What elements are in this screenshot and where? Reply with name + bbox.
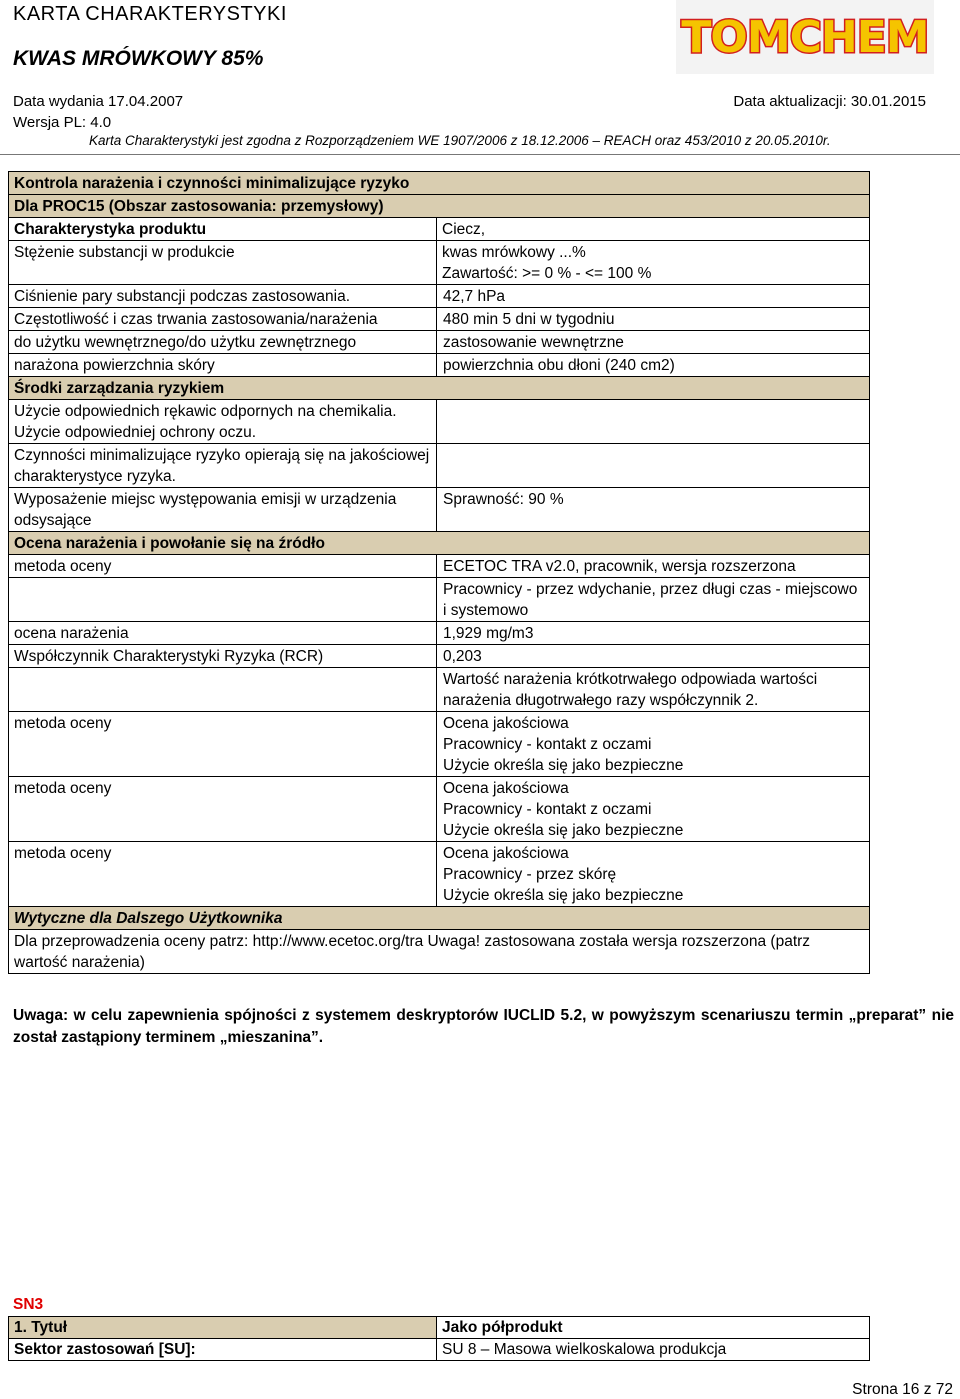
logo-text: TOMCHEM [681,12,929,63]
su-label-cell [9,1339,437,1361]
header-divider [0,154,960,155]
table-row [9,668,870,712]
guidelines-text: Dla przeprowadzenia oceny patrz: http://www.ecetoc.org/tra Uwaga! zastosowana została wersja rozszerzona (patrz wartość narażenia) [9,930,870,974]
exposure-value: 1,929 mg/m3 [437,622,870,645]
table-row [9,354,870,377]
qual-method-route: Pracownicy - kontakt z oczami [443,736,652,753]
gloves-text: Użycie odpowiednich rękawic odpornych na chemikalia. Użycie odpowiedniej ochrony oczu. [9,400,437,444]
skin-value: powierzchnia obu dłoni (240 cm2) [437,354,870,377]
qual-method-name: Ocena jakościowa [443,845,569,862]
frequency-label: Częstotliwość i czas trwania zastosowania/narażenia [9,308,437,331]
table-row [9,400,870,444]
exposure-control-table [8,171,870,974]
table-row [9,645,870,668]
title-label: 1. Tytuł [9,1317,437,1339]
product-char-value: Ciecz, [437,218,870,241]
vapour-value: 42,7 hPa [437,285,870,308]
section-heading-row [9,377,870,400]
proc-heading: Dla PROC15 (Obszar zastosowania: przemysłowy) [9,195,870,218]
table-row [9,308,870,331]
indoor-label: do użytku wewnętrznego/do użytku zewnętrznego [9,331,437,354]
method-description: Pracownicy - przez wdychanie, przez długi czas - miejscowo i systemowo [437,578,870,622]
method-value: ECETOC TRA v2.0, pracownik, wersja rozszerzona [437,555,870,578]
scenario-label: SN3 [13,1296,44,1313]
issue-date: Data wydania 17.04.2007 [13,93,184,110]
qual-method-result: Użycie określa się jako bezpieczne [443,887,684,904]
empty-cell [9,668,437,712]
section-heading-row [9,172,870,195]
exhaust-label: Wyposażenie miejsc występowania emisji w urządzenia odsysające [9,488,437,532]
table-row [9,712,870,777]
section-heading-row [9,532,870,555]
table-row [9,578,870,622]
qual-method-value [437,777,870,842]
qual-method-name: Ocena jakościowa [443,715,569,732]
exhaust-value: Sprawność: 90 % [437,488,870,532]
vapour-label: Ciśnienie pary substancji podczas zastosowania. [9,285,437,308]
exposure-label: ocena narażenia [9,622,437,645]
section-heading-row [9,907,870,930]
empty-cell [437,444,870,488]
table-row [9,285,870,308]
table-row [9,444,870,488]
concentration-value: kwas mrówkowy ...% [442,244,586,261]
product-char-label: Charakterystyka produktu [9,218,437,241]
qual-method-name: Ocena jakościowa [443,780,569,797]
section-heading-row [9,195,870,218]
indoor-value: zastosowanie wewnętrzne [437,331,870,354]
skin-label: narażona powierzchnia skóry [9,354,437,377]
qual-method-result: Użycie określa się jako bezpieczne [443,822,684,839]
qual-method-route: Pracownicy - kontakt z oczami [443,801,652,818]
rcr-value: 0,203 [437,645,870,668]
version: Wersja PL: 4.0 [13,114,112,131]
table-row [9,218,870,241]
empty-cell [437,400,870,444]
risk-heading: Środki zarządzania ryzykiem [9,377,870,400]
qual-method-value [437,712,870,777]
minimising-text: Czynności minimalizujące ryzyko opierają się na jakościowej charakterystyce ryzyka. [9,444,437,488]
qual-method-result: Użycie określa się jako bezpieczne [443,757,684,774]
qual-method-label: metoda oceny [9,842,437,907]
concentration-label: Stężenie substancji w produkcie [9,241,437,285]
table-row [9,1317,870,1339]
section-heading: Kontrola narażenia i czynności minimalizujące ryzyko [9,172,870,195]
compliance-statement: Karta Charakterystyki jest zgodna z Rozporządzeniem WE 1907/2006 z 18.12.2006 – REACH oraz 453/2010 z 20.05.2010r. [89,133,831,148]
document-title: KARTA CHARAKTERYSTYKI [13,3,287,25]
concentration-value-cell [437,241,870,285]
qual-method-label: metoda oceny [9,712,437,777]
update-date: Data aktualizacji: 30.01.2015 [733,93,926,110]
assessment-heading: Ocena narażenia i powołanie się na źródło [9,532,870,555]
rcr-label: Współczynnik Charakterystyki Ryzyka (RCR) [9,645,437,668]
method-label: metoda oceny [9,555,437,578]
guidelines-heading: Wytyczne dla Dalszego Użytkownika [9,907,870,930]
iuclid-note: Uwaga: w celu zapewnienia spójności z systemem deskryptorów IUCLID 5.2, w powyższym scenariuszu termin „preparat” nie został zastąpiony terminem „mieszanina”. [13,1007,954,1046]
company-logo [676,0,934,74]
table-row [9,331,870,354]
concentration-range: Zawartość: >= 0 % - <= 100 % [442,265,652,282]
rcr-note: Wartość narażenia krótkotrwałego odpowiada wartości narażenia długotrwałego razy współczynnik 2. [437,668,870,712]
page-number: Strona 16 z 72 [852,1381,953,1398]
product-name: KWAS MRÓWKOWY 85% [13,47,264,70]
table-row [9,1339,870,1361]
table-row [9,241,870,285]
scenario-table [8,1316,870,1361]
table-row [9,622,870,645]
qual-method-route: Pracownicy - przez skórę [443,866,617,883]
tomchem-logo-graphic [676,0,934,74]
table-row [9,555,870,578]
su-label: Sektor zastosowań [SU]: [14,1341,196,1358]
table-row [9,488,870,532]
table-row [9,777,870,842]
table-row [9,842,870,907]
title-value: Jako półprodukt [437,1317,870,1339]
qual-method-label: metoda oceny [9,777,437,842]
frequency-value: 480 min 5 dni w tygodniu [437,308,870,331]
empty-cell [9,578,437,622]
table-row [9,930,870,974]
qual-method-value [437,842,870,907]
su-value: SU 8 – Masowa wielkoskalowa produkcja [437,1339,870,1361]
